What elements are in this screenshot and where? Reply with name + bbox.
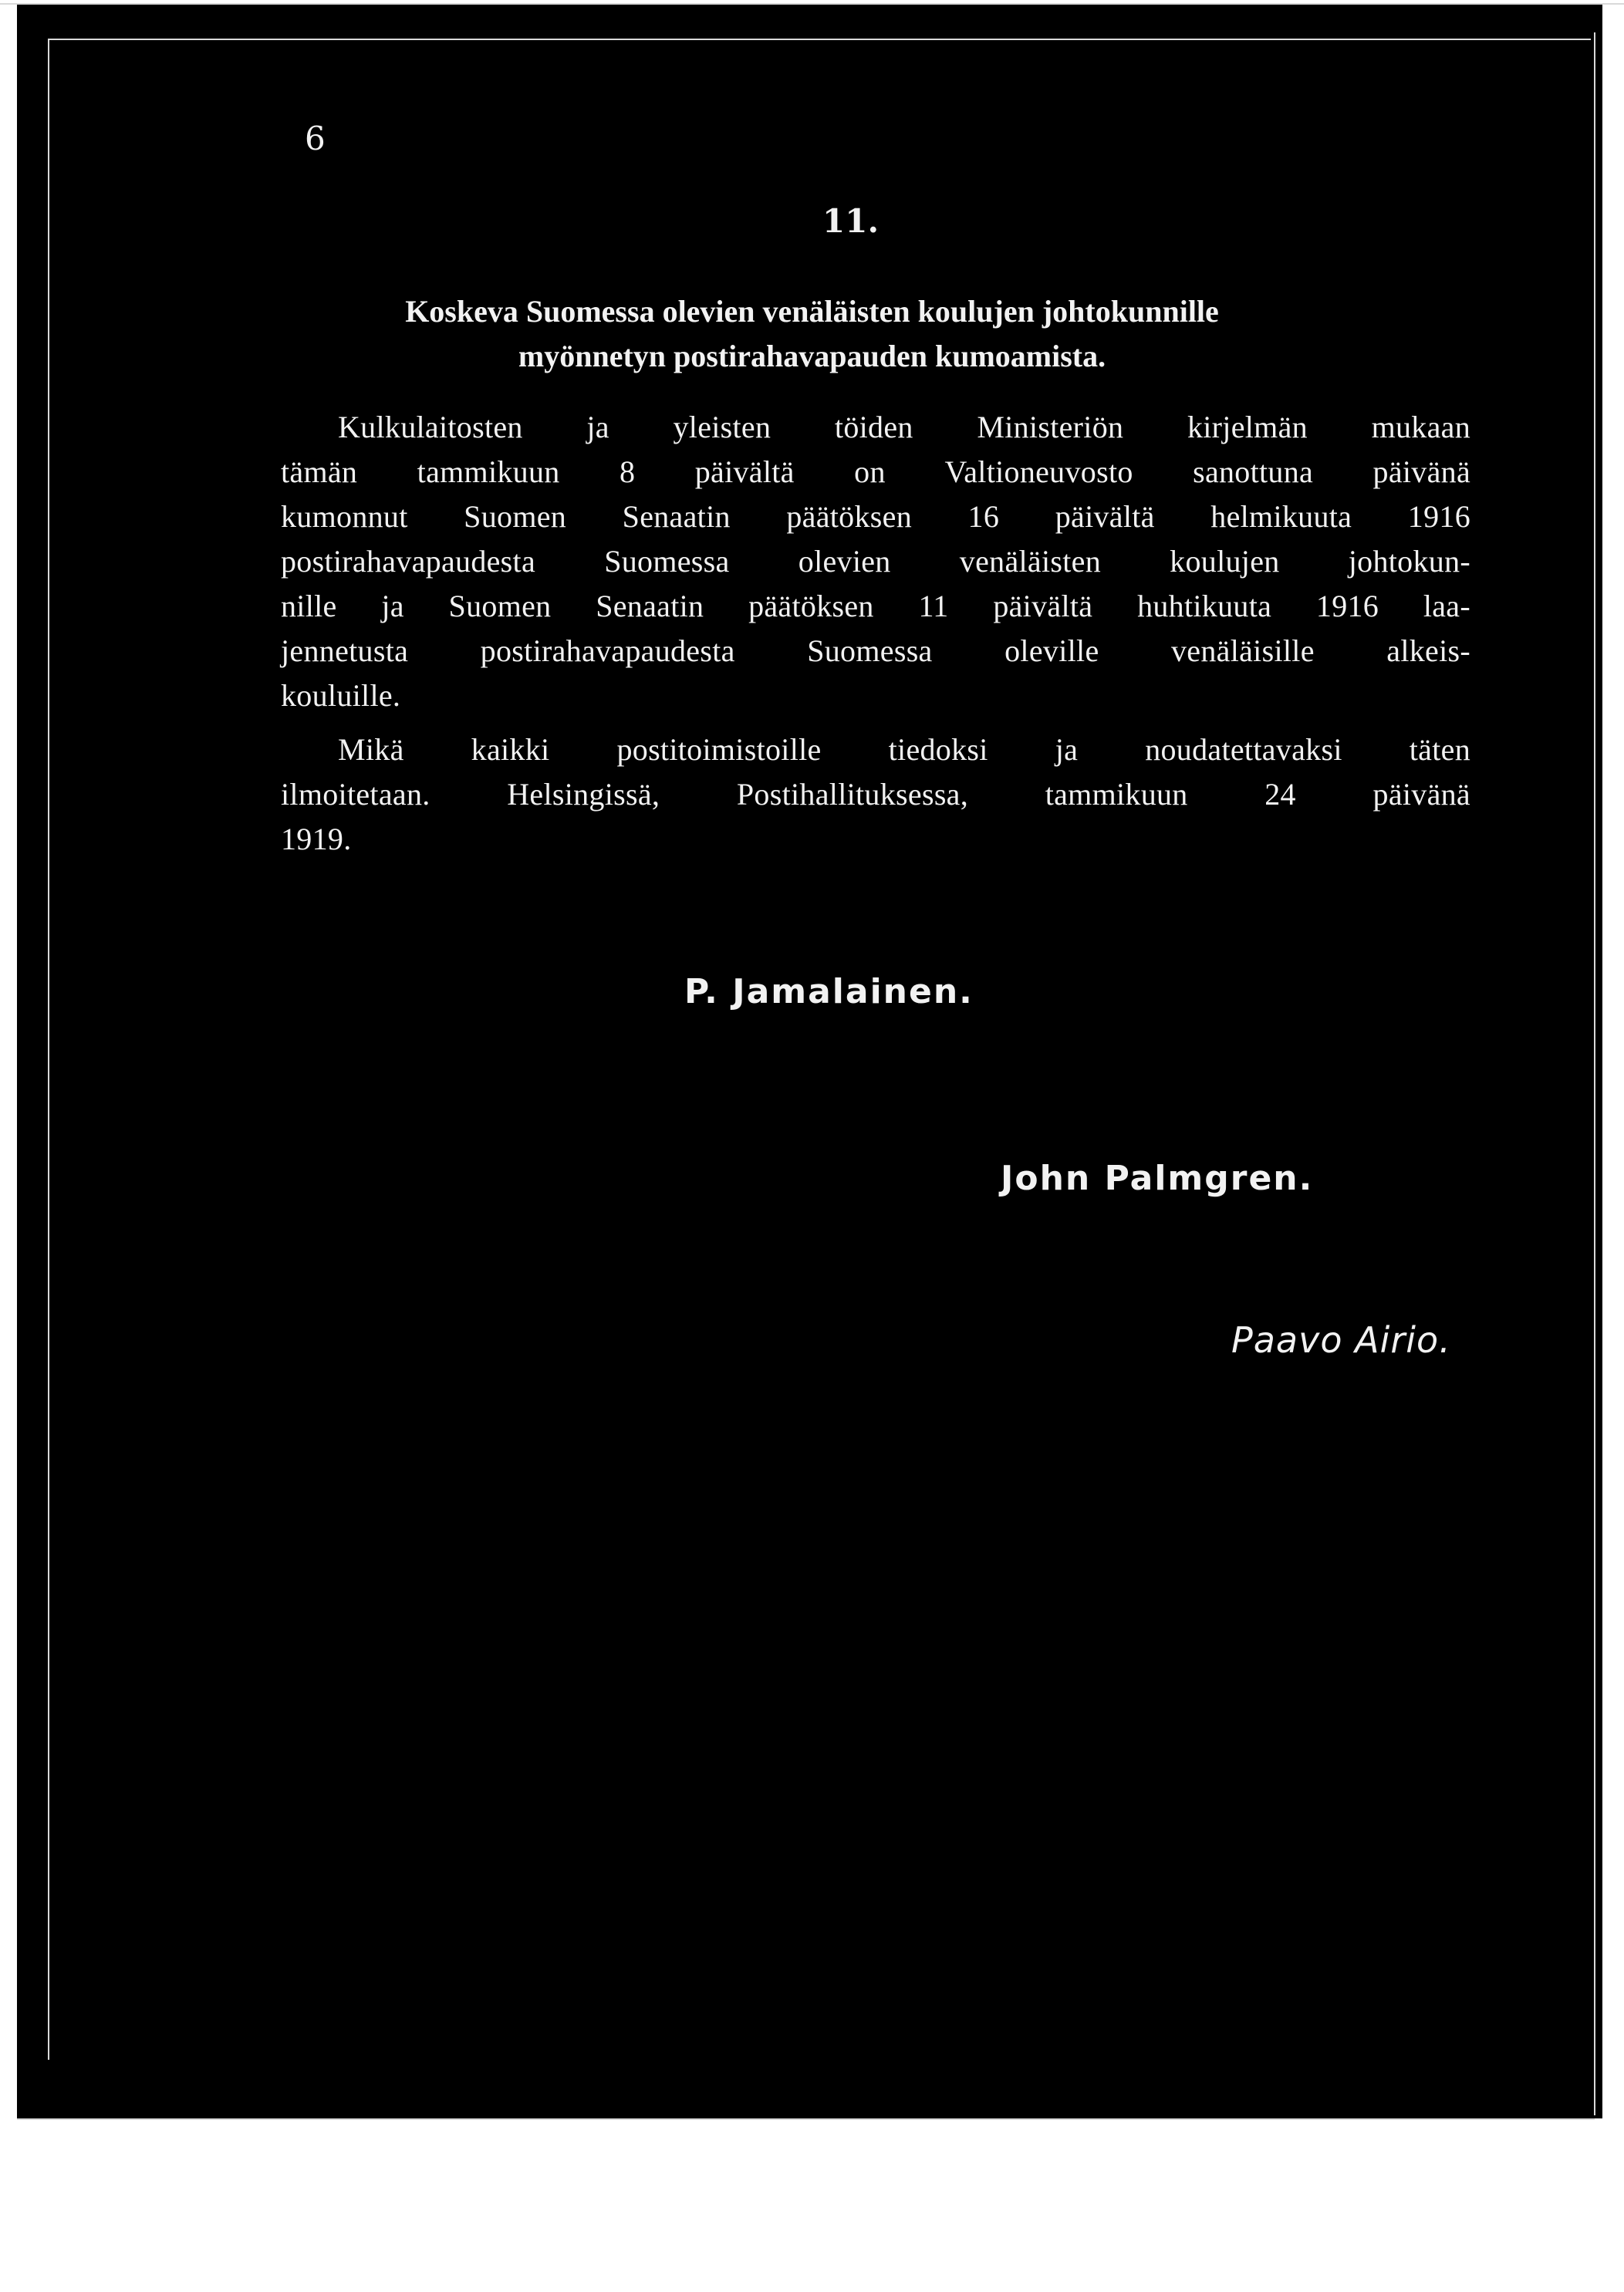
page-number: 6	[305, 120, 326, 157]
body-line: kumonnut Suomen Senaatin päätöksen 16 päivältä helmikuuta 1916	[281, 499, 1470, 534]
body-line: ilmoitetaan. Helsingissä, Postihallituksessa, tammikuun 24 päivänä	[281, 777, 1470, 812]
body-line: 1919.	[281, 822, 352, 856]
inner-top-frame-line	[48, 39, 1591, 40]
signature-airio: Paavo Airio.	[1231, 1319, 1451, 1361]
body-line: postirahavapaudesta Suomessa olevien venäläisten koulujen johtokun-	[281, 544, 1470, 579]
body-line: kouluille.	[281, 678, 401, 713]
document-title-line-1: Koskeva Suomessa olevien venäläisten koulujen johtokunnille	[405, 294, 1219, 329]
document-title-line-2: myönnetyn postirahavapauden kumoamista.	[518, 339, 1106, 373]
bottom-frame-line	[17, 2118, 1595, 2120]
body-line: Mikä kaikki postitoimistoille tiedoksi ja noudatettavaksi täten	[338, 732, 1470, 767]
body-line: Kulkulaitosten ja yleisten töiden Ministeriön kirjelmän mukaan	[338, 410, 1470, 444]
body-line: jennetusta postirahavapaudesta Suomessa oleville venäläisille alkeis-	[281, 633, 1470, 668]
top-edge-line	[0, 3, 1624, 5]
signature-palmgren: John Palmgren.	[1001, 1159, 1314, 1198]
body-line: nille ja Suomen Senaatin päätöksen 11 päivältä huhtikuuta 1916 laa-	[281, 589, 1470, 623]
signature-jamalainen: P. Jamalainen.	[684, 972, 974, 1011]
body-line: tämän tammikuun 8 päivältä on Valtioneuvosto sanottuna päivänä	[281, 454, 1470, 489]
section-number: 11.	[822, 202, 880, 240]
